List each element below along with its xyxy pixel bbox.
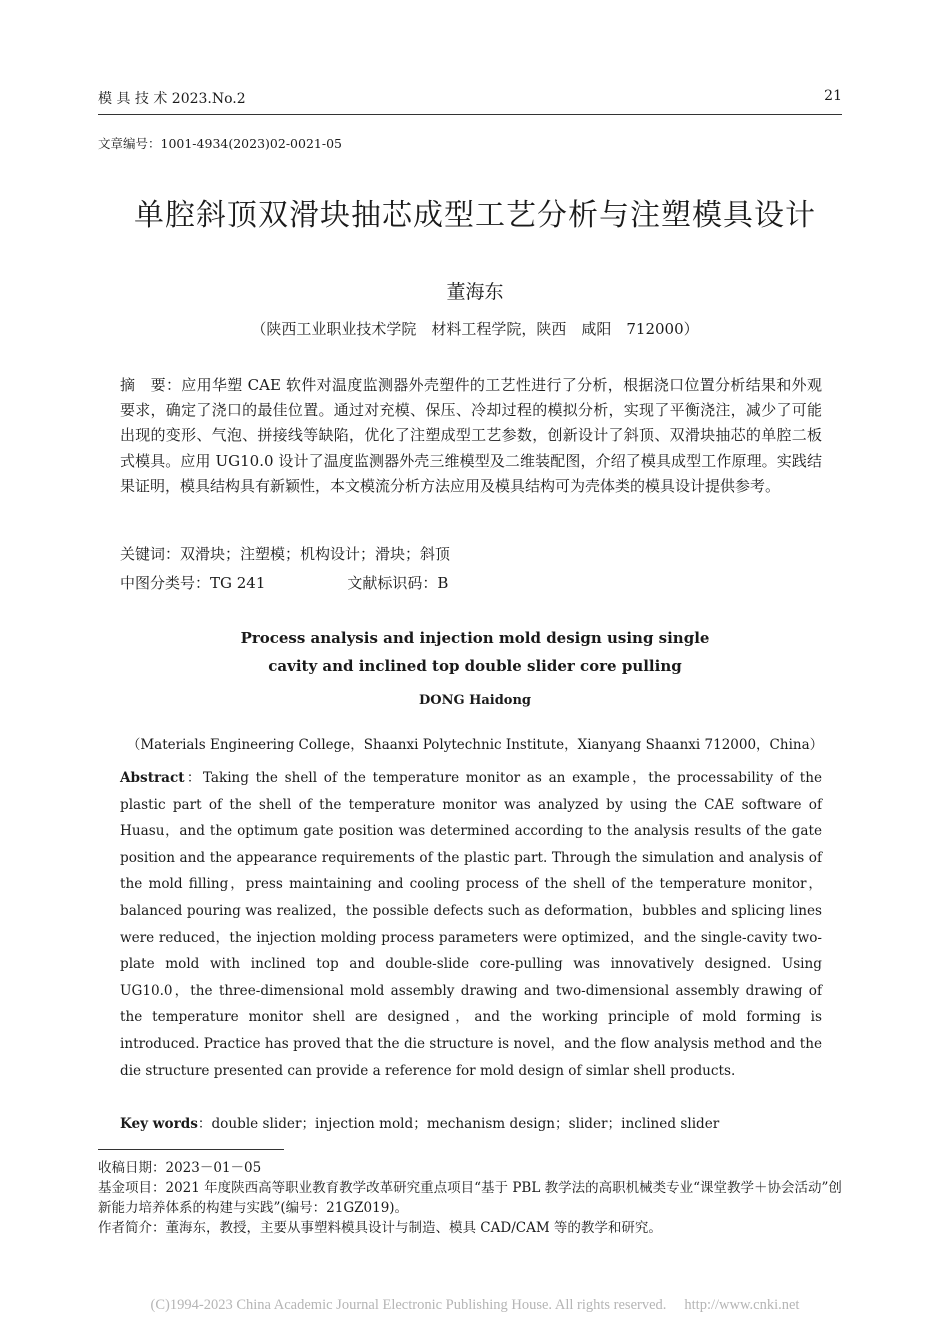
document-code: 文献标识码：B (347, 574, 449, 592)
abstract-chinese-label: 摘 要： (120, 376, 182, 394)
affiliation-english: （Materials Engineering College，Shaanxi Polytechnic Institute，Xianyang Shaanxi 712000，China） (126, 737, 824, 753)
title-english (0, 624, 950, 680)
cnki-url: http://www.cnki.net (684, 1297, 800, 1313)
title-chinese: 单腔斜顶双滑块抽芯成型工艺分析与注塑模具设计 (134, 198, 816, 233)
footnote-divider (98, 1149, 284, 1150)
clc-number: 中图分类号：TG 241 (120, 574, 266, 592)
running-header (98, 88, 842, 108)
keywords-english-text: double slider；injection mold；mechanism design；slider；inclined slider (211, 1116, 720, 1132)
page-number: 21 (824, 88, 842, 104)
fund-project: 基金项目：2021 年度陕西高等职业教育教学改革研究重点项目“基于 PBL 教学法的高职机械类专业“课堂教学＋协会活动”创新能力培养体系的构建与实践”(编号：21GZ019)。 (98, 1180, 842, 1216)
title-english-line1: Process analysis and injection mold design using single (240, 629, 710, 647)
keywords-chinese-label: 关键词： (120, 545, 181, 563)
abstract-english-text: Taking the shell of the temperature monitor as an example，the processability of the plastic part of the shell of the temperature monitor was analyzed by using the CAE software of Huasu，and the optimum gate position was determined according to the analysis results of the gate position and the appearance requirements of the plastic part. Through the simulation and analysis of the mold filling，press maintaining and cooling process of the shell of the temperature monitor，balanced pouring was realized，the possible defects such as deformation，bubbles and splicing lines were reduced，the injection molding process parameters were optimized，and the single-cavity two-plate mold with inclined top and double-slide core-pulling was innovatively designed. Using UG10.0，the three-dimensional mold assembly drawing and two-dimensional assembly drawing of the temperature monitor shell are designed，and the working principle of mold forming is introduced. Practice has proved that the die structure is novel，and the flow analysis method and the die structure presented can provide a reference for mold design of simlar shell products. (120, 770, 822, 1079)
classification-line (120, 572, 448, 593)
abstract-english (120, 765, 822, 1084)
author-bio: 作者简介：董海东，教授，主要从事塑料模具设计与制造、模具 CAD/CAM 等的教学和研究。 (98, 1220, 662, 1236)
copyright-footer (0, 1297, 950, 1314)
copyright-text: (C)1994-2023 China Academic Journal Electronic Publishing House. All rights reserved. (150, 1297, 667, 1313)
abstract-chinese-text: 应用华塑 CAE 软件对温度监测器外壳塑件的工艺性进行了分析，根据浇口位置分析结果和外观要求，确定了浇口的最佳位置。通过对充模、保压、冷却过程的模拟分析，实现了平衡浇注，减少了可能出现的变形、气泡、拼接线等缺陷，优化了注塑成型工艺参数，创新设计了斜顶、双滑块抽芯的单腔二板式模具。应用 UG10.0 设计了温度监测器外壳三维模型及二维装配图，介绍了模具成型工作原理。实践结果证明，模具结构具有新颖性，本文模流分析方法应用及模具结构可为壳体类的模具设计提供参考。 (120, 376, 822, 495)
received-date: 收稿日期：2023－01－05 (98, 1160, 262, 1176)
journal-name: 模 具 技 术 2023.No.2 (98, 91, 246, 107)
affiliation-chinese: （陕西工业职业技术学院 材料工程学院，陕西 咸阳 712000） (251, 320, 699, 338)
abstract-english-label: Abstract (120, 770, 185, 786)
author-chinese: 董海东 (446, 281, 504, 303)
author-english: DONG Haidong (418, 693, 532, 708)
article-number: 文章编号：1001-4934(2023)02-0021-05 (98, 136, 342, 151)
title-english-line2: cavity and inclined top double slider core pulling (268, 657, 682, 675)
keywords-chinese (120, 543, 450, 564)
abstract-english-separator: ： (184, 770, 203, 786)
keywords-english-separator: ： (197, 1116, 212, 1132)
header-divider (98, 114, 842, 115)
keywords-chinese-text: 双滑块；注塑模；机构设计；滑块；斜顶 (180, 545, 451, 563)
keywords-english-label: Key words (120, 1116, 198, 1132)
footnotes (98, 1158, 843, 1238)
abstract-chinese (120, 373, 822, 499)
keywords-english (120, 1112, 719, 1132)
